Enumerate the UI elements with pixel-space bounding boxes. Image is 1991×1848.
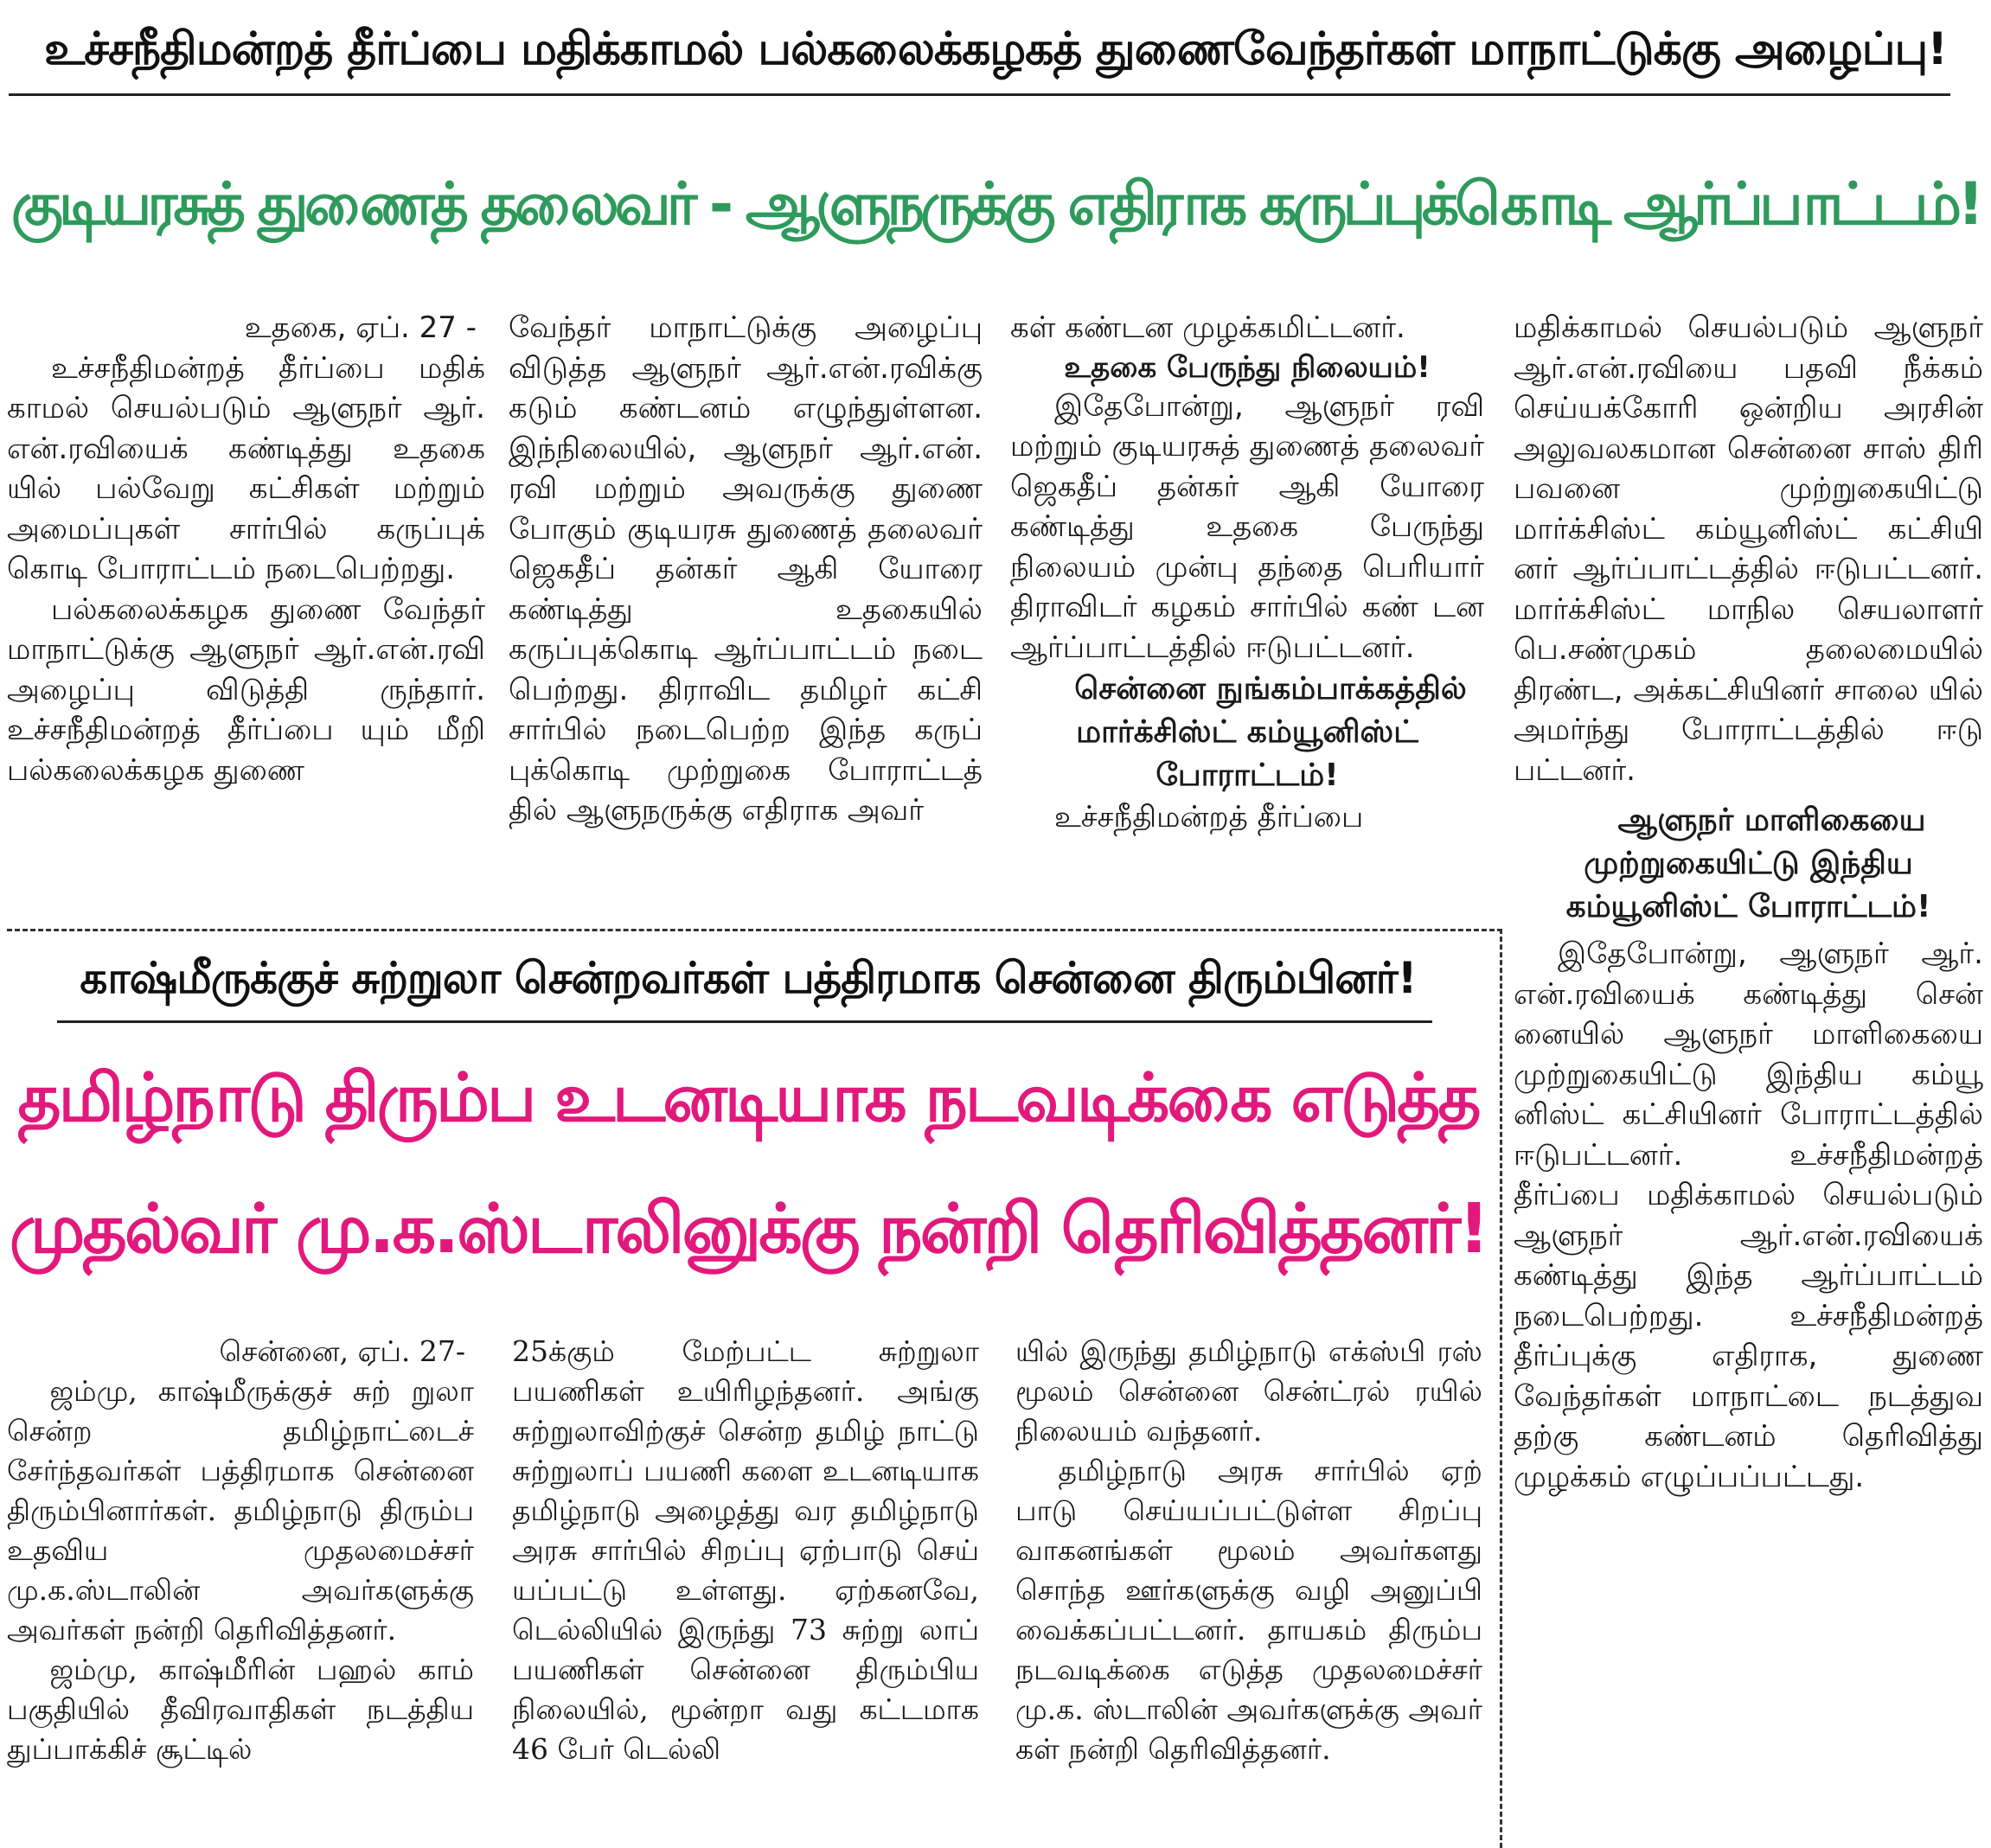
story2-paragraph: ஜம்மு, காஷ்மீரின் பஹல் காம் பகுதியில் தீவிரவாதிகள் நடத்திய துப்பாக்கிச் சூட்டில்	[7, 1653, 474, 1766]
story1-subheading: ஆளுநர் மாளிகையை முற்றுகையிட்டு இந்திய கம்யூனிஸ்ட் போராட்டம்!	[1565, 803, 1931, 924]
story1-column-4	[1514, 308, 1983, 1497]
story1-kicker: உச்சநீதிமன்றத் தீர்ப்பை மதிக்காமல் பல்கலைக்கழகத் துணைவேந்தர்கள் மாநாட்டுக்கு அழைப்பு!	[44, 23, 1947, 75]
story1-paragraph: உச்சநீதிமன்றத் தீர்ப்பை மதிக் காமல் செயல்படும் ஆளுநர் ஆர். என்.ரவியைக் கண்டித்து உதகை யில் பல்வேறு கட்சிகள் மற்றும் அமைப்புகள் சார்பில் கருப்புக் கொடி போராட்டம் நடைபெற்றது.	[7, 350, 485, 586]
story1-paragraph: வேந்தர் மாநாட்டுக்கு அழைப்பு விடுத்த ஆளுநர் ஆர்.என்.ரவிக்கு கடும் கண்டனம் எழுந்துள்ளன. இந்நிலையில், ஆளுநர் ஆர்.என். ரவி மற்றும் அவருக்கு துணை போகும் குடியரசு துணைத் தலைவர் ஜெகதீப் தன்கர் ஆகி யோரை கண்டித்து உதகையில் கருப்புக்கொடி ஆர்ப்பாட்டம் நடை பெற்றது. திராவிட தமிழர் கட்சி சார்பில் நடைபெற்ற இந்த கருப் புக்கொடி முற்றுகை போராட்டத் தில் ஆளுநருக்கு எதிராக அவர்	[509, 310, 983, 828]
story1-subheading: சென்னை நுங்கம்பாக்கத்தில் மார்க்சிஸ்ட் கம்யூனிஸ்ட் போராட்டம்!	[1074, 671, 1467, 793]
story1-headline: குடியரசுத் துணைத் தலைவர் - ஆளுநருக்கு எதிராக கருப்புக்கொடி ஆர்ப்பாட்டம்!	[10, 170, 1981, 239]
story1-column-2	[509, 308, 983, 831]
story1-subheading: உதகை பேருந்து நிலையம்!	[1064, 349, 1431, 385]
story2-paragraph: ஜம்மு, காஷ்மீருக்குச் சுற் றுலா சென்ற தமிழ்நாட்டைச் சேர்ந்தவர்கள் பத்திரமாக சென்னை திரும்பினார்கள். தமிழ்நாடு திரும்ப உதவிய முதலமைச்சர் மு.க.ஸ்டாலின் அவர்களுக்கு அவர்கள் நன்றி தெரிவித்தனர்.	[7, 1374, 474, 1647]
story1-paragraph: பல்கலைக்கழக துணை வேந்தர் மாநாட்டுக்கு ஆளுநர் ஆர்.என்.ரவி அழைப்பு விடுத்தி ருந்தார். உச்சநீதிமன்றத் தீர்ப்பை யும் மீறி பல்கலைக்கழக துணை	[7, 591, 485, 788]
story1-paragraph: கள் கண்டன முழக்கமிட்டனர்.	[1010, 310, 1405, 345]
story1-paragraph: இதேபோன்று, ஆளுநர் ரவி மற்றும் குடியரசுத் துணைத் தலைவர் ஜெகதீப் தன்கர் ஆகி யோரை கண்டித்து உதகை பேருந்து நிலையம் முன்பு தந்தை பெரியார் திராவிடர் கழகம் சார்பில் கண் டன ஆர்ப்பாட்டத்தில் ஈடுபட்டனர்.	[1010, 388, 1484, 665]
story2-headline-line-1: தமிழ்நாடு திரும்ப உடனடியாக நடவடிக்கை எடுத்த	[17, 1060, 1479, 1137]
story2-column-1	[7, 1332, 474, 1769]
story1-paragraph: மதிக்காமல் செயல்படும் ஆளுநர் ஆர்.என்.ரவியை பதவி நீக்கம் செய்யக்கோரி ஒன்றிய அரசின் அலுவலகமான சென்னை சாஸ் திரி பவனை முற்றுகையிட்டு மார்க்சிஸ்ட் கம்யூனிஸ்ட் கட்சியி னர் ஆர்ப்பாட்டத்தில் ஈடுபட்டனர். மார்க்சிஸ்ட் மாநில செயலாளர் பெ.சண்முகம் தலைமையில் திரண்ட, அக்கட்சியினர் சாலை யில் அமர்ந்து போராட்டத்தில் ஈடு பட்டனர்.	[1514, 310, 1983, 788]
story1-kicker-rule	[9, 93, 1950, 96]
story1-column-1	[7, 308, 485, 790]
story2-kicker-rule	[57, 1020, 1432, 1023]
story1-dateline: உதகை, ஏப். 27 -	[244, 310, 477, 345]
story2-paragraph: 25க்கும் மேற்பட்ட சுற்றுலா பயணிகள் உயிரிழந்தனர். அங்கு சுற்றுலாவிற்குச் சென்ற தமிழ் நாட்டு சுற்றுலாப் பயணி களை உடனடியாக தமிழ்நாடு அழைத்து வர தமிழ்நாடு அரசு சார்பில் சிறப்பு ஏற்பாடு செய் யப்பட்டு உள்ளது. ஏற்கனவே, டெல்லியில் இருந்து 73 சுற்று லாப் பயணிகள் சென்னை திரும்பிய நிலையில், மூன்றா வது கட்டமாக 46 பேர் டெல்லி	[512, 1334, 979, 1766]
story1-paragraph: இதேபோன்று, ஆளுநர் ஆர். என்.ரவியைக் கண்டித்து சென் னையில் ஆளுநர் மாளிகையை முற்றுகையிட்டு இந்திய கம்யூ னிஸ்ட் கட்சியினர் போராட்டத்தில் ஈடுபட்டனர். உச்சநீதிமன்றத் தீர்ப்பை மதிக்காமல் செயல்படும் ஆளுநர் ஆர்.என்.ரவியைக் கண்டித்து இந்த ஆர்ப்பாட்டம் நடைபெற்றது. உச்சநீதிமன்றத் தீர்ப்புக்கு எதிராக, துணை வேந்தர்கள் மாநாட்டை நடத்துவ தற்கு கண்டனம் தெரிவித்து முழக்கம் எழுப்பப்பட்டது.	[1514, 937, 1983, 1494]
story2-column-2	[512, 1332, 979, 1769]
story1-paragraph: உச்சநீதிமன்றத் தீர்ப்பை	[1054, 800, 1364, 834]
story2-column-3	[1015, 1332, 1482, 1769]
story2-paragraph: தமிழ்நாடு அரசு சார்பில் ஏற் பாடு செய்யப்பட்டுள்ள சிறப்பு வாகனங்கள் மூலம் அவர்களது சொந்த ஊர்களுக்கு வழி அனுப்பி வைக்கப்பட்டனர். தாயகம் திரும்ப நடவடிக்கை எடுத்த முதலமைச்சர் மு.க. ஸ்டாலின் அவர்களுக்கு அவர் கள் நன்றி தெரிவித்தனர்.	[1015, 1454, 1482, 1766]
story2-paragraph: யில் இருந்து தமிழ்நாடு எக்ஸ்பி ரஸ் மூலம் சென்னை சென்ட்ரல் ரயில் நிலையம் வந்தனர்.	[1015, 1334, 1482, 1448]
story2-kicker: காஷ்மீருக்குச் சுற்றுலா சென்றவர்கள் பத்திரமாக சென்னை திரும்பினர்!	[80, 953, 1417, 1003]
story2-headline-line-2: முதல்வர் மு.க.ஸ்டாலினுக்கு நன்றி தெரிவித்தனர்!	[9, 1189, 1488, 1269]
story2-dateline: சென்னை, ஏப். 27-	[219, 1334, 465, 1368]
story1-column-3	[1010, 308, 1484, 838]
